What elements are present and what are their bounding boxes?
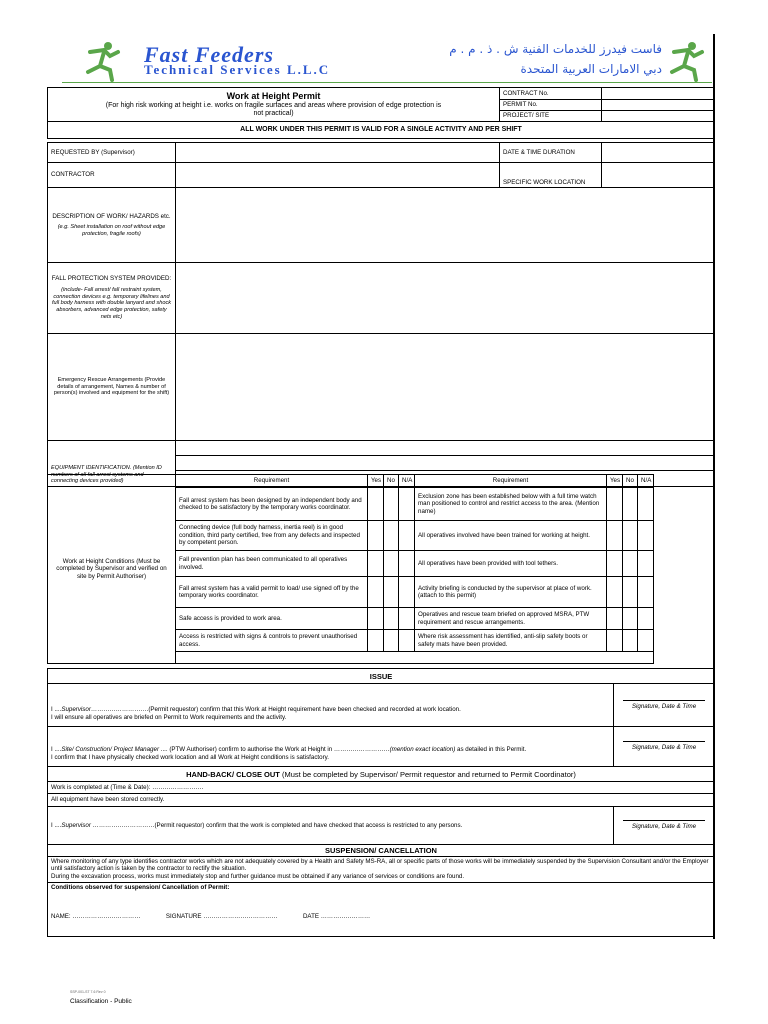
checklist-left-item: Safe access is provided to work area.	[176, 608, 368, 630]
suspension-text: Where monitoring of any type identifies contractor works which are not adequately covered by a Health and Safety MS-RA, all or specific parts of those works will be immediately suspended by the Supervision Consultant and/or the Employer until satisfactory action is taken by the contractor to rectify the situation. During the excavation process, works must immediately stop and further guidance must be obtained if any variance of services or conditions are found.	[48, 857, 715, 883]
checkbox-yes[interactable]	[607, 551, 623, 577]
suspension-table	[47, 844, 715, 937]
checklist-header-yes: Yes	[607, 475, 623, 488]
contract-no-label: CONTRACT No.	[500, 88, 602, 100]
checkbox-na[interactable]	[638, 577, 654, 608]
suspension-signoff	[51, 913, 711, 920]
checkbox-yes[interactable]	[368, 608, 384, 630]
checklist-left-item: Fall arrest system has a valid permit to load/ use signed off by the temporary works coordinator.	[176, 577, 368, 608]
description-field[interactable]	[176, 187, 715, 262]
checkbox-na[interactable]	[638, 488, 654, 521]
fall-protection-example: (include- Fall arrest/ fall restraint system, connection devices e.g. temporary lifelines and full body harness with double lanyard and shock absorbers, advanced edge protection, safety nets etc)	[51, 286, 172, 320]
checklist-right-item: Operatives and rescue team briefed on approved MSRA, PTW requirement and rescue arrangements.	[415, 608, 607, 630]
permit-no-field[interactable]	[602, 100, 715, 111]
checklist-right-item: Where risk assessment has identified, anti-slip safety boots or safety mats have been provided.	[415, 630, 607, 652]
company-logo-english	[80, 40, 380, 82]
checklist-header-no: No	[623, 475, 638, 488]
checkbox-yes[interactable]	[607, 577, 623, 608]
location-field[interactable]	[602, 178, 715, 188]
checkbox-no[interactable]	[623, 630, 638, 652]
checkbox-yes[interactable]	[368, 521, 384, 551]
checklist-right-item: All operatives involved have been trained for working at height.	[415, 521, 607, 551]
emergency-rescue-label: Emergency Rescue Arrangements (Provide details of arrangement, Names & number of person(s) involved and equipment for the shift)	[48, 333, 176, 440]
date-time-label: DATE & TIME DURATION	[500, 143, 602, 163]
checklist-header-requirement-right: Requirement	[415, 475, 607, 488]
checkbox-no[interactable]	[384, 521, 399, 551]
project-site-label: PROJECT/ SITE	[500, 111, 602, 122]
checklist-header-no: No	[384, 475, 399, 488]
checkbox-na[interactable]	[638, 521, 654, 551]
checkbox-na[interactable]	[399, 577, 415, 608]
classification-label: Classification - Public	[70, 998, 132, 1005]
suspension-name-field[interactable]: NAME: ……………………………	[51, 913, 141, 921]
runner-logo-icon	[80, 40, 124, 82]
checklist-left-item: Fall prevention plan has been communicated to all operatives involved.	[176, 551, 368, 577]
permit-description: (For high risk working at height i.e. works on fragile surfaces and areas where provision of edge protection is not practical)	[105, 101, 442, 117]
checkbox-yes[interactable]	[607, 521, 623, 551]
checklist-header-na: N/A	[399, 475, 415, 488]
description-example: (e.g. Sheet installation on roof without edge protection, fragile roofs)	[57, 223, 166, 237]
handback-title: HAND-BACK/ CLOSE OUT (Must be completed by Supervisor/ Permit requestor and returned to Permit Coordinator)	[48, 767, 715, 782]
contractor-field[interactable]	[176, 163, 500, 188]
checklist-left-item: Fall arrest system has been designed by an independent body and checked to be satisfactory by the temporary works coordinator.	[176, 488, 368, 521]
checklist-right-item: Activity briefing is conducted by the supervisor at place of work. (attach to this permit)	[415, 577, 607, 608]
header-divider	[62, 82, 712, 83]
contract-no-field[interactable]	[602, 88, 715, 100]
checkbox-yes[interactable]	[368, 551, 384, 577]
contractor-extra-field[interactable]	[602, 163, 715, 178]
checkbox-na[interactable]	[638, 608, 654, 630]
checklist-table	[47, 474, 715, 664]
checkbox-na[interactable]	[399, 488, 415, 521]
checkbox-na[interactable]	[399, 521, 415, 551]
checkbox-no[interactable]	[384, 551, 399, 577]
document-code: SSP-001-ST 7.6 Rev 0	[70, 990, 106, 994]
fall-protection-field[interactable]	[176, 262, 715, 333]
arabic-location: دبي الامارات العربية المتحدة	[520, 62, 662, 76]
permit-title: Work at Height Permit	[226, 90, 321, 101]
suspension-conditions-cell[interactable]	[48, 883, 715, 937]
checklist-right-item: All operatives have been provided with tool tethers.	[415, 551, 607, 577]
fall-protection-label-cell	[48, 262, 176, 333]
checkbox-yes[interactable]	[607, 608, 623, 630]
requested-by-field[interactable]	[176, 143, 500, 163]
fall-protection-label: FALL PROTECTION SYSTEM PROVIDED:	[51, 275, 172, 283]
location-label: SPECIFIC WORK LOCATION	[500, 178, 602, 188]
equipment-id-field-1[interactable]	[176, 440, 715, 455]
checklist-spacer-row	[176, 652, 654, 664]
equipment-id-label: EQUIPMENT IDENTIFICATION. (Mention ID numbers of all fall arrest systems and connecting devices provided)	[48, 440, 176, 486]
company-logo-arabic	[430, 40, 710, 82]
handback-supervisor-statement: I ....Supervisor …………………………(Permit requestor) confirm that the work is completed and have checked that access is restricted to any persons.	[48, 807, 614, 845]
checkbox-yes[interactable]	[368, 488, 384, 521]
checkbox-no[interactable]	[623, 577, 638, 608]
checkbox-no[interactable]	[623, 551, 638, 577]
checkbox-no[interactable]	[384, 608, 399, 630]
requested-by-label: REQUESTED BY (Supervisor)	[48, 143, 176, 163]
checklist-left-item: Access is restricted with signs & controls to prevent unauthorised access.	[176, 630, 368, 652]
permit-title-cell	[48, 88, 500, 122]
checkbox-no[interactable]	[384, 488, 399, 521]
checkbox-no[interactable]	[623, 488, 638, 521]
brand-subtitle: Technical Services L.L.C	[144, 62, 331, 77]
issue-supervisor-signature[interactable]: Signature, Date & Time	[614, 684, 715, 727]
issue-title: ISSUE	[48, 669, 715, 684]
description-label-cell	[48, 187, 176, 262]
checkbox-no[interactable]	[384, 630, 399, 652]
checkbox-no[interactable]	[384, 577, 399, 608]
emergency-rescue-field[interactable]	[176, 333, 715, 440]
details-table	[47, 142, 715, 487]
runner-logo-icon	[664, 40, 708, 82]
project-site-field[interactable]	[602, 111, 715, 122]
checklist-header-yes: Yes	[368, 475, 384, 488]
equipment-id-field-2[interactable]	[176, 455, 715, 470]
checkbox-na[interactable]	[638, 630, 654, 652]
suspension-conditions-label: Conditions observed for suspension/ Cancellation of Permit:	[51, 884, 230, 891]
description-label: DESCRIPTION OF WORK/ HAZARDS etc.	[52, 212, 171, 220]
conditions-label: Work at Height Conditions (Must be completed by Supervisor and verified on site by Permit Authoriser)	[48, 475, 176, 664]
checkbox-yes[interactable]	[607, 630, 623, 652]
work-completed-field[interactable]: Work is completed at (Time & Date): …………………….	[48, 782, 715, 794]
checkbox-na[interactable]	[638, 551, 654, 577]
checkbox-na[interactable]	[399, 630, 415, 652]
handback-table	[47, 766, 715, 845]
handback-signature[interactable]: Signature, Date & Time	[614, 807, 715, 845]
checklist-right-item: Exclusion zone has been established below with a full time watch man positioned to control and restrict access to the area. (Mention name)	[415, 488, 607, 521]
arabic-company-name: فاست فيدرز للخدمات الفنية ش . ذ . م . م	[449, 42, 662, 56]
checkbox-na[interactable]	[399, 551, 415, 577]
checkbox-yes[interactable]	[607, 488, 623, 521]
date-time-field[interactable]	[602, 143, 715, 163]
checklist-header-requirement-left: Requirement	[176, 475, 368, 488]
checkbox-yes[interactable]	[368, 577, 384, 608]
checkbox-yes[interactable]	[368, 630, 384, 652]
checkbox-no[interactable]	[623, 608, 638, 630]
validity-statement: ALL WORK UNDER THIS PERMIT IS VALID FOR A SINGLE ACTIVITY AND PER SHIFT	[48, 122, 715, 139]
suspension-date-field[interactable]: DATE ……………………	[302, 913, 371, 921]
brand-name: Fast Feeders	[144, 42, 274, 67]
checkbox-na[interactable]	[399, 608, 415, 630]
suspension-title: SUSPENSION/ CANCELLATION	[48, 845, 715, 857]
title-table	[47, 87, 715, 139]
contractor-label: CONTRACTOR	[48, 163, 176, 188]
checklist-left-item: Connecting device (full body harness, inertia reel) is in good condition, third party certified, free from any defects and inspected by competent person.	[176, 521, 368, 551]
equipment-stored-statement: All equipment have been stored correctly.	[48, 794, 715, 807]
issue-supervisor-statement: I ....Supervisor……………………….(Permit requestor) confirm that this Work at Height requirement have been checked and recorded at work location. I will ensure all operatives are briefed on Permit to Work requirements and the activity.	[48, 684, 614, 727]
checkbox-no[interactable]	[623, 521, 638, 551]
issue-authoriser-signature[interactable]: Signature, Date & Time	[614, 727, 715, 767]
issue-authoriser-statement: I ....Site/ Construction/ Project Manager .... (PTW Authoriser) confirm to authorise the Work at Height in ………………………(mention exact location) as detailed in this Permit. I confirm that I have physically checked work location and all Work at Height conditions is satisfactory.	[48, 727, 614, 767]
issue-table	[47, 668, 715, 767]
permit-no-label: PERMIT No.	[500, 100, 602, 111]
suspension-signature-field[interactable]: SIGNATURE ………………………………	[165, 913, 278, 921]
checklist-header-na: N/A	[638, 475, 654, 488]
